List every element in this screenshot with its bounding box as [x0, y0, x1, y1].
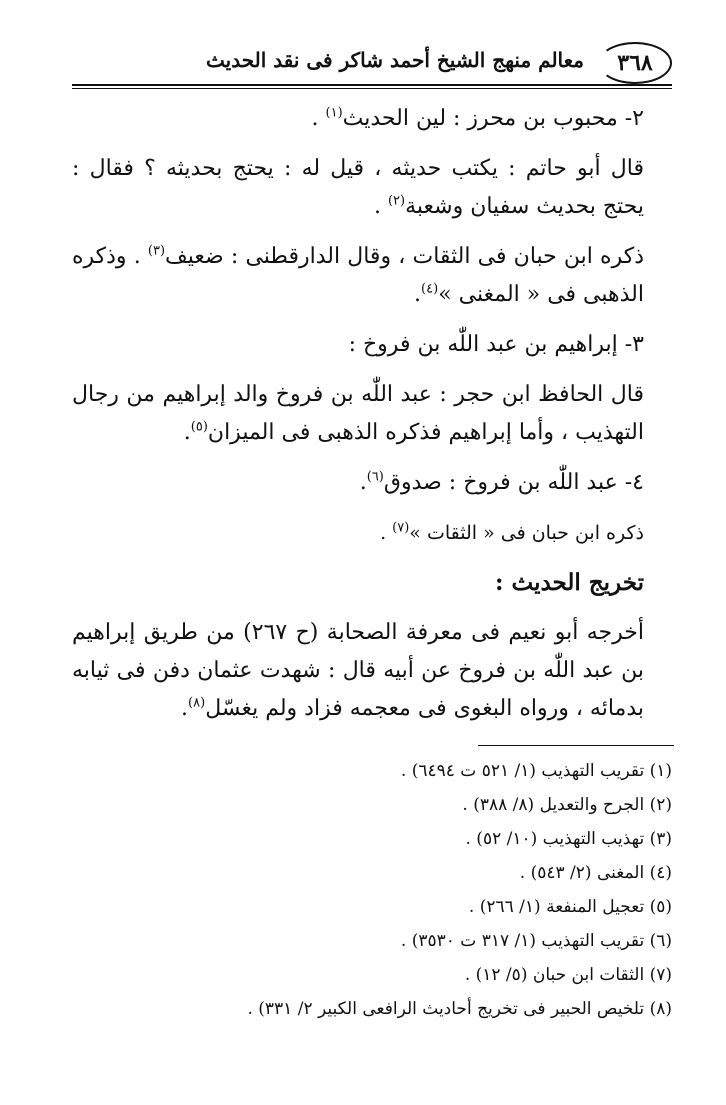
- footnote-ref: (٧): [392, 520, 410, 536]
- paragraph-text: قال أبو حاتم : يكتب حديثه ، قيل له : يحتج بحديثه ؟ فقال : يحتج بحديث سفيان وشعبة: [72, 156, 644, 219]
- paragraph-text: ذكره ابن حبان فى الثقات ، وقال الدارقطنى : ضعيف: [165, 244, 644, 269]
- footnote-item: (٧) الثقات ابن حبان (٥/ ١٢) .: [464, 965, 672, 985]
- paragraph-takhrij: [72, 614, 672, 728]
- running-title: معالم منهج الشيخ أحمد شاكر فى نقد الحديث: [206, 48, 584, 72]
- footnote-item: (٦) تقريب التهذيب (١/ ٣١٧ ت ٣٥٣٠) .: [400, 931, 672, 951]
- paragraph-abu-hatim: [72, 150, 672, 226]
- paragraph-thiqat: [72, 514, 672, 552]
- footnote-ref: (٢): [387, 193, 406, 209]
- footnote-separator: [478, 745, 674, 746]
- paragraph-tail: .: [414, 282, 422, 307]
- section-heading: تخريج الحديث :: [495, 569, 644, 596]
- paragraph-text: ٤- عبد اللّٰه بن فروخ : صدوق: [383, 470, 644, 495]
- paragraph-narrator-4: [72, 464, 672, 502]
- paragraph-tail: .: [380, 522, 393, 544]
- paragraph-text: قال الحافظ ابن حجر : عبد اللّٰه بن فروخ والد إبراهيم من رجال التهذيب ، وأما إبراهيم فذكره الذهبى فى الميزان: [72, 382, 644, 445]
- footnote-item: (٣) تهذيب التهذيب (١٠/ ٥٢) .: [465, 829, 672, 849]
- paragraph-tail: .: [311, 106, 326, 131]
- paragraph-tail: .: [181, 696, 189, 721]
- footnote-item: (٢) الجرح والتعديل (٨/ ٣٨٨) .: [462, 795, 672, 815]
- header-rule: [72, 84, 672, 89]
- paragraph-text: ٢- محبوب بن محرز : لين الحديث: [342, 106, 644, 131]
- page-header: [72, 40, 672, 90]
- paragraph-ibn-hajar: [72, 376, 672, 452]
- footnotes: [100, 754, 672, 1026]
- paragraph-tail: .: [359, 470, 367, 495]
- footnote-ref: (٦): [366, 469, 384, 485]
- footnote-ref: (٤): [421, 281, 439, 297]
- paragraph-text: . وذكره الذهبى فى « المغنى »: [72, 244, 644, 307]
- footnote-ref: (١): [325, 105, 343, 121]
- footnote-item: (١) تقريب التهذيب (١/ ٥٢١ ت ٦٤٩٤) .: [400, 761, 672, 781]
- footnote-item: (٨) تلخيص الحبير فى تخريج أحاديث الرافعى الكبير ٢/ ٣٣١) .: [247, 999, 672, 1019]
- footnote-item: (٤) المغنى (٢/ ٥٤٣) .: [519, 863, 672, 883]
- footnote-item: (٥) تعجيل المنفعة (١/ ٢٦٦) .: [468, 897, 672, 917]
- paragraph-text: ٣- إبراهيم بن عبد اللّٰه بن فروخ :: [348, 332, 644, 357]
- paragraph-narrator-2: [72, 100, 672, 138]
- page-body: [72, 100, 672, 740]
- paragraph-text: أخرجه أبو نعيم فى معرفة الصحابة (ح ٢٦٧) من طريق إبراهيم بن عبد اللّٰه بن فروخ عن أبيه قال : شهدت عثمان دفن فى ثيابه بدمائه ، ورواه البغوى فى معجمه فزاد ولم يغسّل: [72, 620, 644, 721]
- paragraph-tail: .: [183, 420, 191, 445]
- paragraph-narrator-3: [72, 326, 672, 364]
- footnote-ref: (٥): [190, 419, 208, 435]
- paragraph-text: ذكره ابن حبان فى « الثقات »: [409, 522, 644, 544]
- page-number: ٣٦٨: [598, 42, 672, 84]
- paragraph-ibn-hibban: [72, 238, 672, 314]
- paragraph-tail: .: [373, 194, 388, 219]
- footnote-ref: (٣): [147, 243, 166, 259]
- footnote-ref: (٨): [188, 695, 206, 711]
